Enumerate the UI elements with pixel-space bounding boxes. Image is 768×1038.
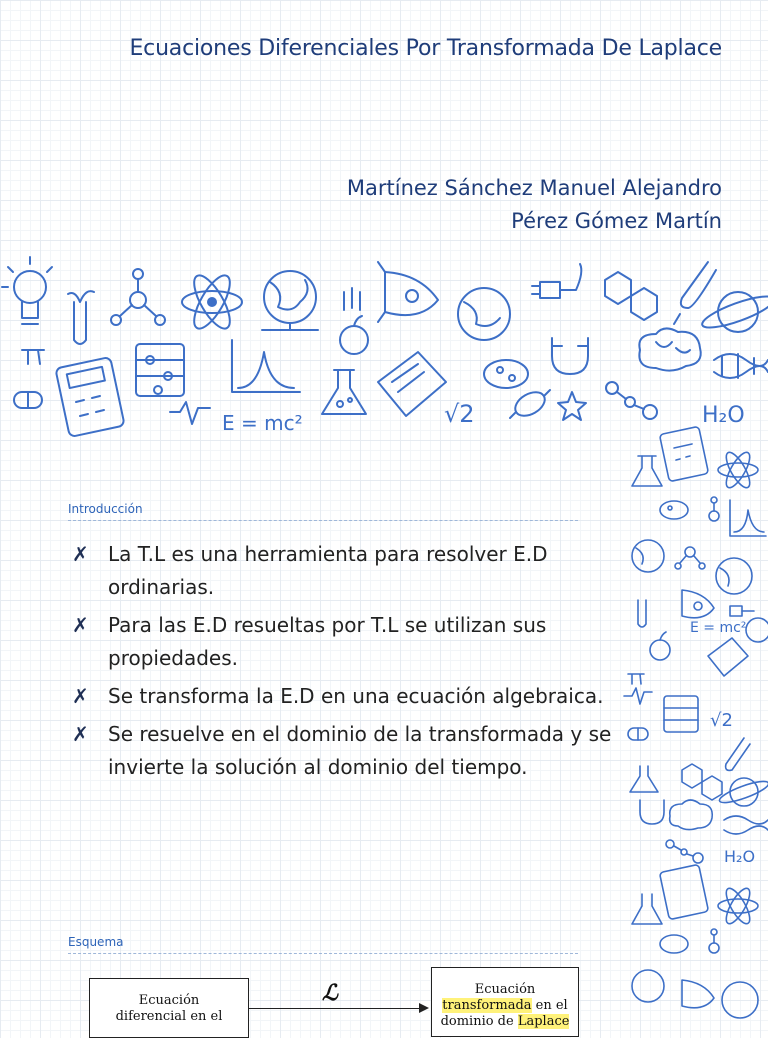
x-mark-icon: ✗ — [72, 613, 89, 637]
test-tube-tilted-icon — [726, 738, 750, 770]
globe-icon — [716, 558, 752, 594]
molecule-icon — [675, 547, 705, 569]
box-text-line: diferencial en el — [115, 1009, 223, 1024]
globe-icon — [722, 982, 758, 1018]
einstein-formula: E = mc² — [690, 620, 747, 636]
box-text-line: Ecuación — [138, 993, 200, 1008]
bell-curve-icon — [730, 500, 766, 536]
notebook-icon — [708, 638, 748, 676]
microbe-icon — [660, 501, 688, 519]
calculator-icon — [659, 426, 708, 481]
microbe-icon — [484, 360, 528, 388]
sqrt-two-symbol: √2 — [710, 710, 733, 731]
section-divider — [68, 953, 578, 954]
bacteria-icon — [510, 387, 550, 420]
calculator-icon — [55, 357, 124, 437]
brain-icon — [639, 328, 700, 370]
water-formula: H₂O — [724, 847, 756, 866]
planet-icon — [458, 288, 510, 340]
x-mark-icon: ✗ — [72, 722, 89, 746]
plug-icon — [532, 264, 581, 298]
saturn-icon — [718, 777, 768, 806]
saturn-icon — [699, 291, 768, 334]
science-doodles-band — [0, 252, 768, 437]
bullet-text: Para las E.D resueltas por T.L se utilizan sus propiedades. — [108, 613, 547, 670]
flask-icon — [630, 766, 658, 792]
globe-icon — [632, 970, 664, 1002]
abacus-icon — [664, 696, 698, 732]
author-name: Pérez Gómez Martín — [511, 209, 722, 233]
laplace-scheme-diagram — [68, 958, 588, 1029]
apple-icon — [340, 288, 368, 354]
abacus-icon — [136, 344, 184, 396]
molecule-chain-icon — [606, 382, 657, 419]
highlighted-term: transformada — [442, 998, 532, 1013]
molecule-chain-icon — [666, 840, 703, 863]
bullet-text: Se resuelve en el dominio de la transformada y se invierte la solución al dominio del tiempo. — [108, 722, 612, 779]
list-item — [72, 538, 612, 604]
differential-equation-box — [89, 978, 249, 1038]
globe-icon — [632, 540, 664, 572]
atom-icon — [182, 271, 242, 334]
list-item — [72, 609, 612, 675]
notebook-icon — [378, 352, 446, 416]
atom-icon — [718, 449, 758, 491]
section-divider — [68, 520, 578, 521]
laplace-operator-symbol: ℒ — [322, 980, 338, 1006]
pill-icon — [14, 392, 42, 408]
dna-icon — [724, 816, 768, 834]
calculator-icon — [659, 864, 708, 919]
transform-arrow — [249, 1008, 421, 1009]
hexagon-molecule-icon — [605, 272, 657, 320]
bullet-text: La T.L es una herramienta para resolver E.D ordinarias. — [108, 542, 548, 599]
authors-block — [347, 172, 722, 238]
science-doodles-side — [620, 420, 768, 1024]
light-bulb-icon — [2, 257, 52, 324]
box-text-fragment: dominio de — [440, 1014, 518, 1029]
test-tube-icon — [68, 291, 94, 344]
rocket-icon — [682, 590, 714, 618]
flask-icon — [632, 456, 662, 486]
globe-icon — [262, 271, 318, 330]
box-text-line — [432, 998, 578, 1014]
x-mark-icon: ✗ — [72, 542, 89, 566]
flask-icon — [322, 370, 366, 414]
box-text-line — [432, 1014, 578, 1030]
pi-symbol-icon — [22, 350, 44, 364]
brain-icon — [670, 800, 713, 830]
pill-icon — [628, 728, 648, 740]
author-name: Martínez Sánchez Manuel Alejandro — [346, 176, 722, 200]
hexagon-molecule-icon — [682, 764, 722, 800]
test-tube-icon — [638, 600, 646, 627]
sqrt-two-symbol: √2 — [444, 400, 475, 428]
atom-icon — [718, 885, 758, 927]
heartbeat-icon — [624, 688, 652, 704]
apple-icon — [650, 632, 670, 660]
rocket-icon — [682, 980, 714, 1008]
molecule-icon — [111, 269, 165, 325]
section-label-esquema: Esquema — [68, 935, 124, 949]
molecule-icon — [709, 929, 719, 953]
molecule-icon — [709, 497, 719, 521]
transformed-equation-box — [431, 967, 579, 1037]
einstein-formula: E = mc² — [222, 411, 303, 435]
document-title: Ecuaciones Diferenciales Por Transformada De Laplace — [129, 36, 722, 61]
x-mark-icon: ✗ — [72, 684, 89, 708]
bullet-text: Se transforma la E.D en una ecuación algebraica. — [108, 684, 604, 708]
plug-icon — [730, 606, 754, 616]
box-text-line: Ecuación — [474, 982, 536, 997]
highlighted-term: Laplace — [517, 1014, 570, 1029]
intro-bullet-list — [72, 538, 612, 789]
saturn-icon — [746, 618, 768, 642]
arrow-head-icon — [419, 1003, 429, 1013]
box-text-fragment: en el — [531, 998, 568, 1013]
dna-icon — [714, 354, 768, 378]
star-icon — [558, 392, 586, 420]
bell-curve-icon — [232, 340, 300, 392]
rocket-icon — [378, 262, 438, 322]
magnet-icon — [640, 800, 664, 824]
pi-symbol-icon — [628, 674, 644, 684]
flask-icon — [632, 894, 662, 924]
magnet-icon — [552, 338, 588, 374]
microbe-icon — [660, 935, 688, 953]
water-formula: H₂O — [702, 403, 745, 428]
section-label-introduccion: Introducción — [68, 502, 143, 516]
list-item — [72, 680, 612, 713]
heartbeat-icon — [170, 402, 210, 424]
list-item — [72, 718, 612, 784]
